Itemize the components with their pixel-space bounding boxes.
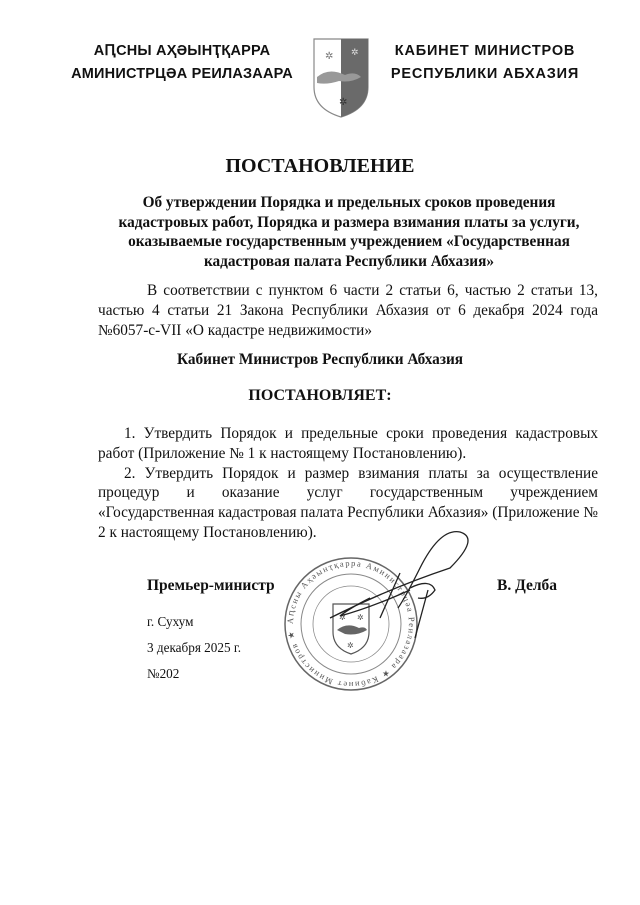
preamble: В соответствии с пунктом 6 части 2 статьи 6, частью 2 статьи 13, частью 4 статьи 21 Закона Республики Абхазия от 6 декабря 2024 года №6057-с-VII «О кадастре недвижимости» — [98, 282, 598, 339]
document-title: ПОСТАНОВЛЕНИЕ — [225, 155, 415, 177]
decree-item: 1. Утвердить Порядок и предельные сроки проведения кадастровых работ (Приложение № 1 к настоящему Постановлению). — [98, 425, 598, 462]
svg-text:✲: ✲ — [351, 47, 359, 57]
header-right-line1: КАБИНЕТ МИНИСТРОВ — [394, 43, 576, 59]
svg-text:✲: ✲ — [347, 641, 354, 650]
coat-of-arms-emblem — [311, 37, 371, 119]
signatory-position: Премьер-министр — [147, 577, 275, 594]
header-left-line1: АԤСНЫ АҲӘЫНҬҚАРРА — [93, 43, 271, 59]
decree-item: 2. Утвердить Порядок и размер взимания платы за осуществление процедур и оказание услуг государственным учреждением «Государственная кадастровая палата Республики Абхазия» (Приложение № 2 к настоящему Постановлению). — [98, 464, 598, 541]
svg-text:✲: ✲ — [325, 51, 334, 62]
decree-items — [98, 424, 598, 543]
svg-text:✲: ✲ — [339, 613, 346, 622]
header-left-line2: АМИНИСТРЦӘА РЕИЛАЗААРА — [71, 66, 293, 82]
decree-word: ПОСТАНОВЛЯЕТ: — [248, 387, 392, 404]
signatory-name: В. Делба — [497, 577, 558, 594]
svg-text:Аԥсны Аҳәынҭқарра Аминистрцәа: Аԥсны Аҳәынҭқарра Аминистрцәа Реилазаара ★ Кабинет Министров ★ — [284, 557, 418, 691]
handwritten-signature — [310, 528, 480, 648]
svg-text:✲: ✲ — [339, 97, 348, 108]
body-author: Кабинет Министров Республики Абхазия — [176, 351, 464, 368]
document-subtitle: Об утверждении Порядка и предельных сроков проведения кадастровых работ, Порядка и размера взимания платы за услуги, оказываемые государственным учреждением «Государственная кадастровая палата Республики Абхазия» — [118, 194, 580, 271]
header-left — [62, 40, 302, 86]
city: г. Сухум — [147, 614, 194, 629]
svg-text:✲: ✲ — [357, 613, 364, 622]
header-right-line2: РЕСПУБЛИКИ АБХАЗИЯ — [390, 66, 580, 82]
document-date: 3 декабря 2025 г. — [147, 640, 242, 655]
header-right — [380, 40, 590, 86]
document-number: №202 — [147, 666, 180, 681]
